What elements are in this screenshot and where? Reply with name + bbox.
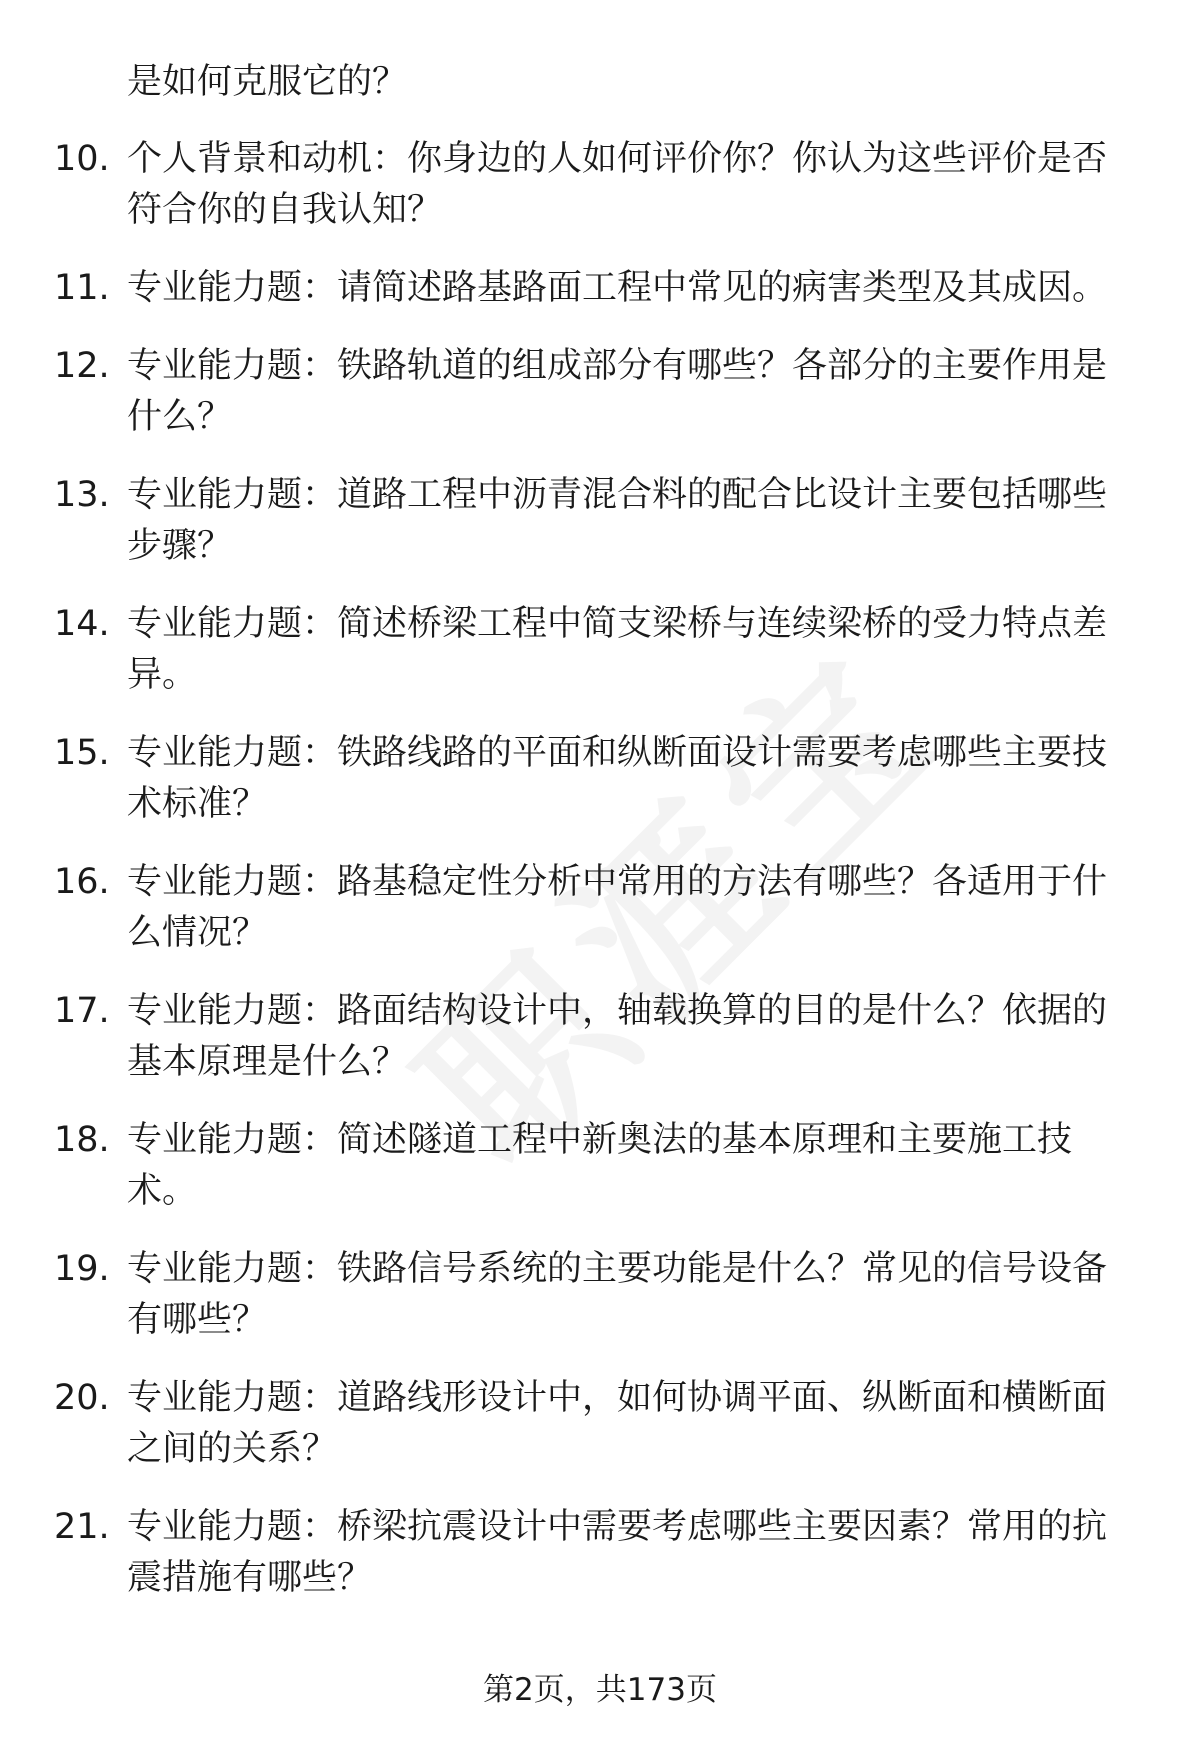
- question-item: [0, 1373, 1200, 1475]
- question-text: 专业能力题：请简述路基路面工程中常见的病害类型及其成因。: [127, 268, 1108, 308]
- question-number: 10.: [54, 139, 110, 179]
- page-footer: 第2页，共173页: [483, 1672, 717, 1708]
- question-text: 专业能力题：路面结构设计中，轴载换算的目的是什么？依据的基本原理是什么？: [127, 991, 1108, 1082]
- question-number: 17.: [54, 991, 110, 1031]
- question-item: [0, 1244, 1200, 1346]
- question-number: 12.: [54, 346, 110, 386]
- question-item: [0, 263, 1200, 314]
- question-item: [0, 470, 1200, 572]
- question-text: 专业能力题：铁路信号系统的主要功能是什么？常见的信号设备有哪些？: [127, 1249, 1108, 1340]
- question-number: 19.: [54, 1249, 110, 1289]
- question-text: 专业能力题：简述桥梁工程中简支梁桥与连续梁桥的受力特点差异。: [127, 604, 1108, 695]
- question-text: 专业能力题：铁路线路的平面和纵断面设计需要考虑哪些主要技术标准？: [127, 733, 1108, 824]
- question-number: 14.: [54, 604, 110, 644]
- question-item: [0, 986, 1200, 1088]
- question-text: 专业能力题：道路线形设计中，如何协调平面、纵断面和横断面之间的关系？: [127, 1378, 1108, 1469]
- question-item: [0, 728, 1200, 830]
- question-item: [0, 857, 1200, 959]
- question-item: [0, 599, 1200, 701]
- question-number: 11.: [54, 268, 110, 308]
- question-number: 18.: [54, 1120, 110, 1160]
- question-text: 专业能力题：路基稳定性分析中常用的方法有哪些？各适用于什么情况？: [127, 862, 1108, 953]
- question-number: 20.: [54, 1378, 110, 1418]
- question-text: 专业能力题：桥梁抗震设计中需要考虑哪些主要因素？常用的抗震措施有哪些？: [127, 1507, 1108, 1598]
- question-text: 个人背景和动机：你身边的人如何评价你？你认为这些评价是否符合你的自我认知？: [127, 139, 1108, 230]
- question-text: 专业能力题：铁路轨道的组成部分有哪些？各部分的主要作用是什么？: [127, 346, 1108, 437]
- question-item: [0, 1115, 1200, 1217]
- question-number: 13.: [54, 475, 110, 515]
- question-item: [0, 134, 1200, 236]
- question-number: 15.: [54, 733, 110, 773]
- question-text: 专业能力题：道路工程中沥青混合料的配合比设计主要包括哪些步骤？: [127, 475, 1108, 566]
- question-item: [0, 341, 1200, 443]
- question-number: 21.: [54, 1507, 110, 1547]
- question-text: 专业能力题：简述隧道工程中新奥法的基本原理和主要施工技术。: [127, 1120, 1073, 1211]
- continuation-text: 是如何克服它的？: [127, 62, 408, 102]
- question-item: [0, 1502, 1200, 1604]
- question-number: 16.: [54, 862, 110, 902]
- question-list: [0, 134, 1200, 1604]
